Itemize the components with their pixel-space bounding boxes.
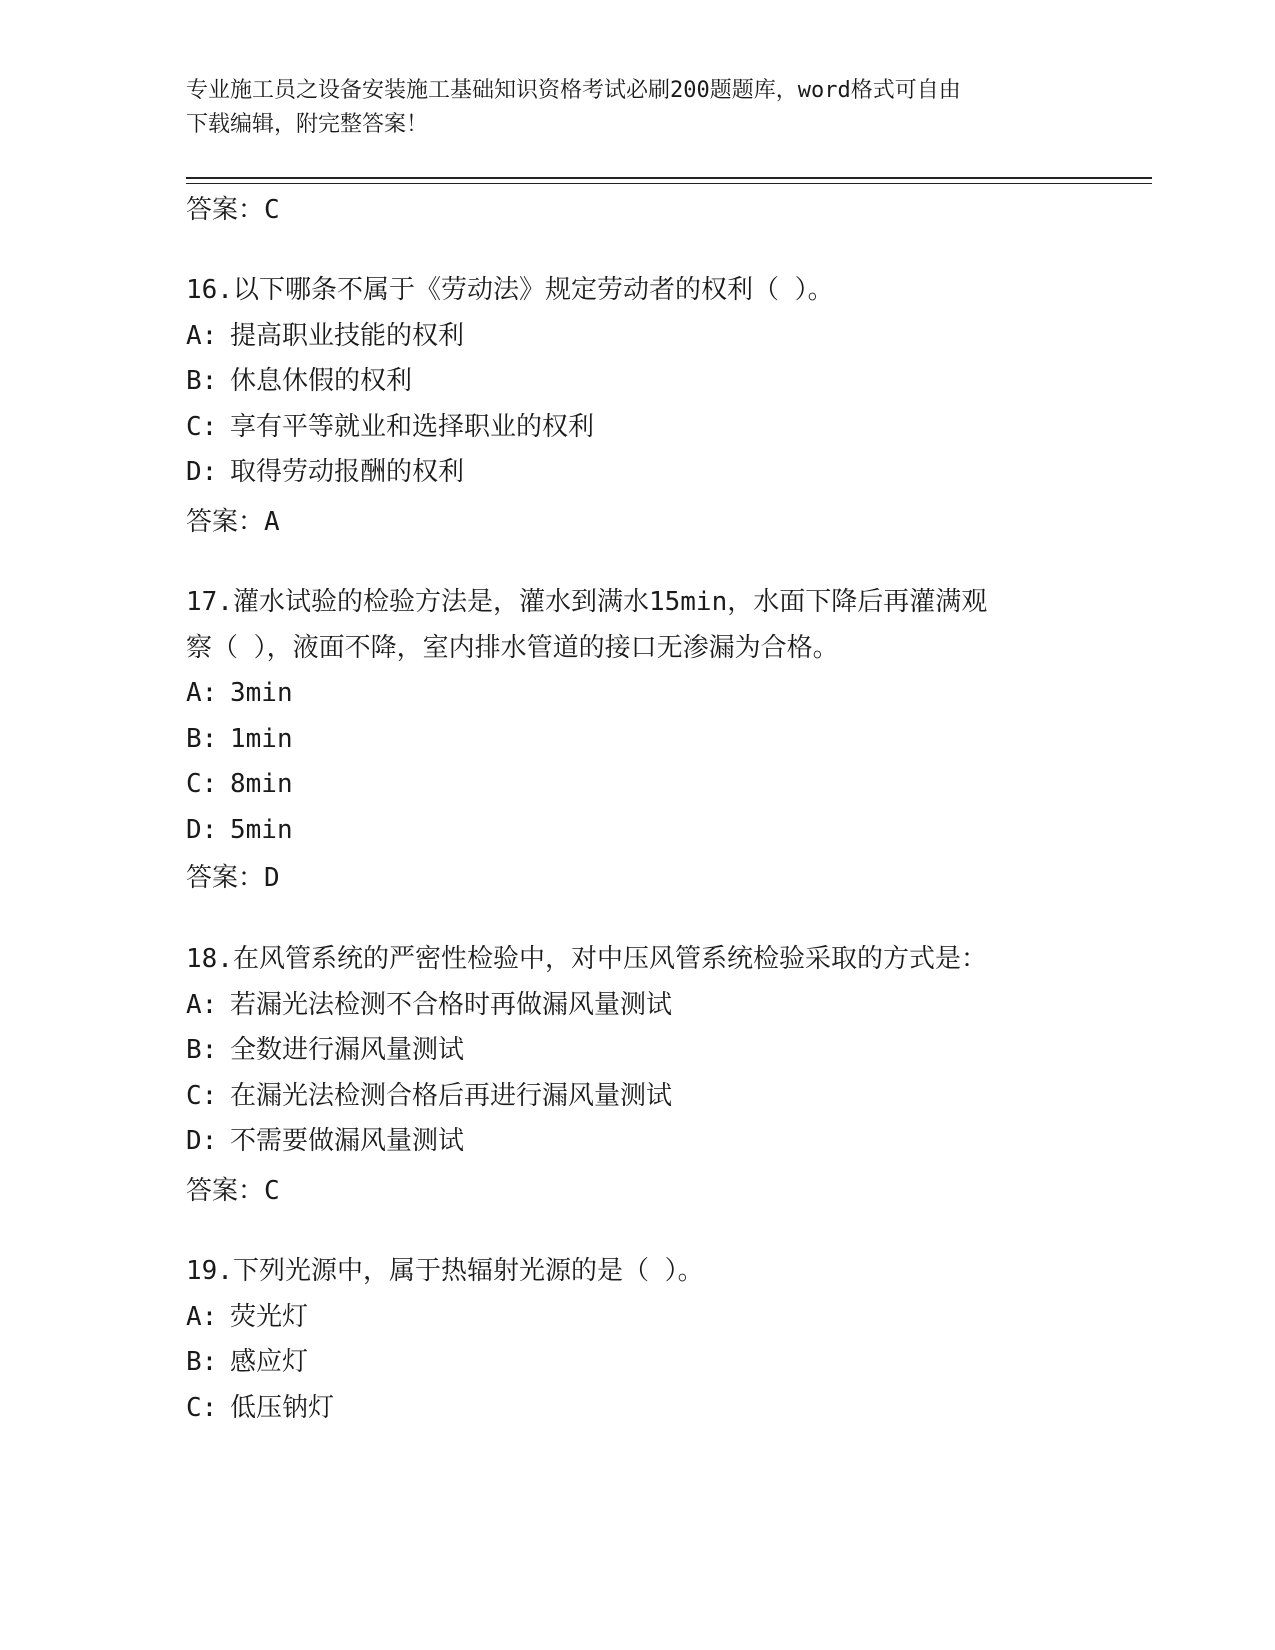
- option-text: 5min: [230, 814, 293, 845]
- option-text: 在漏光法检测合格后再进行漏风量测试: [230, 1080, 673, 1111]
- question-stem-cont: 察（ ），液面不降，室内排水管道的接口无渗漏为合格。: [186, 632, 839, 663]
- option-c: [186, 1074, 1086, 1120]
- option-text: 全数进行漏风量测试: [230, 1035, 465, 1065]
- option-text: 取得劳动报酬的权利: [230, 457, 465, 487]
- option-a: [186, 671, 1086, 717]
- option-text: 不需要做漏风量测试: [230, 1126, 465, 1156]
- answer-value: C: [264, 1176, 280, 1206]
- answer-17: [186, 858, 280, 898]
- option-text: 休息休假的权利: [230, 366, 413, 396]
- header-line-2: 下载编辑，附完整答案！: [186, 112, 429, 137]
- option-label: A:: [186, 678, 218, 708]
- option-text: 若漏光法检测不合格时再做漏风量测试: [230, 989, 673, 1020]
- option-label: D:: [186, 457, 218, 487]
- option-a: [186, 1295, 1086, 1341]
- option-label: B:: [186, 1347, 218, 1377]
- option-text: 低压钠灯: [230, 1392, 335, 1423]
- option-text: 享有平等就业和选择职业的权利: [230, 411, 595, 442]
- option-label: C:: [186, 1392, 218, 1423]
- header-rule-thin: [186, 183, 1152, 184]
- option-label: B:: [186, 1035, 218, 1065]
- option-b: [186, 359, 1086, 405]
- option-text: 8min: [230, 769, 293, 799]
- option-label: D:: [186, 1126, 218, 1156]
- option-text: 3min: [230, 678, 293, 708]
- option-a: [186, 314, 1086, 360]
- option-label: C:: [186, 769, 218, 799]
- option-b: [186, 717, 1086, 763]
- option-b: [186, 1028, 1086, 1074]
- option-c: [186, 762, 1086, 808]
- question-17: [186, 580, 1086, 853]
- option-a: [186, 983, 1086, 1029]
- option-label: A:: [186, 320, 218, 351]
- option-label: A:: [186, 1301, 218, 1332]
- answer-label: 答案：: [186, 195, 265, 225]
- option-d: [186, 450, 1086, 496]
- answer-value: A: [264, 507, 280, 537]
- option-b: [186, 1340, 1086, 1386]
- question-18: [186, 937, 1086, 1165]
- question-stem: 17.灌水试验的检验方法是，灌水到满水15min，水面下降后再灌满观: [186, 587, 988, 617]
- option-d: [186, 808, 1086, 854]
- question-16: [186, 268, 1086, 496]
- option-c: [186, 1386, 1086, 1432]
- option-text: 荧光灯: [230, 1301, 309, 1332]
- option-label: C:: [186, 1080, 218, 1111]
- document-header: [186, 74, 1066, 142]
- option-d: [186, 1119, 1086, 1165]
- answer-label: 答案：: [186, 863, 265, 893]
- option-text: 1min: [230, 723, 293, 754]
- question-stem: 18.在风管系统的严密性检验中，对中压风管系统检验采取的方式是：: [186, 944, 987, 974]
- option-text: 感应灯: [230, 1347, 309, 1377]
- answer-15: [186, 190, 280, 230]
- answer-16: [186, 502, 280, 542]
- option-text: 提高职业技能的权利: [230, 320, 465, 351]
- header-line-1: 专业施工员之设备安装施工基础知识资格考试必刷200题题库，word格式可自由: [186, 78, 961, 103]
- answer-value: C: [264, 195, 280, 225]
- answer-18: [186, 1171, 280, 1211]
- option-c: [186, 405, 1086, 451]
- option-label: D:: [186, 814, 218, 845]
- question-stem: 16.以下哪条不属于《劳动法》规定劳动者的权利（ ）。: [186, 275, 834, 305]
- question-stem: 19.下列光源中，属于热辐射光源的是（ ）。: [186, 1256, 704, 1286]
- header-rule-thick: [186, 177, 1152, 179]
- answer-value: D: [264, 863, 280, 893]
- answer-label: 答案：: [186, 1176, 265, 1206]
- option-label: C:: [186, 411, 218, 442]
- question-19: [186, 1249, 1086, 1431]
- option-label: B:: [186, 723, 218, 754]
- option-label: A:: [186, 989, 218, 1020]
- answer-label: 答案：: [186, 507, 265, 537]
- option-label: B:: [186, 366, 218, 396]
